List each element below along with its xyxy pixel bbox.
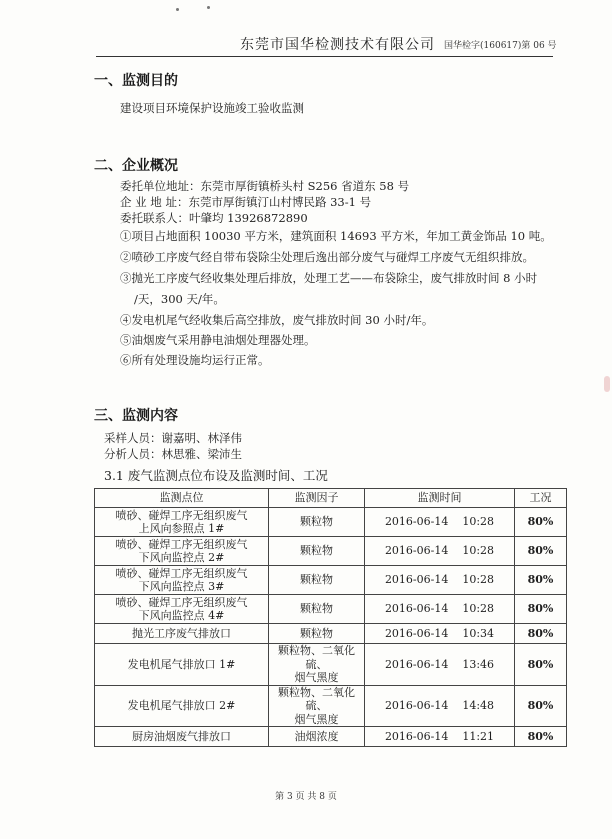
- overview-item-2: ②喷砂工序废气经自带布袋除尘处理后逸出部分废气与碰焊工序废气无组织排放。: [120, 250, 534, 264]
- point-line: 下风向监控点 4#: [138, 609, 225, 622]
- table-row: [95, 595, 567, 624]
- cell-time: 2016-06-14 10:28: [365, 508, 515, 537]
- cell-point: 发电机尾气排放口 2#: [95, 685, 269, 727]
- cell-time: 2016-06-14 13:46: [365, 644, 515, 686]
- overview-item-1: ①项目占地面积 10030 平方米，建筑面积 14693 平方米，年加工黄金饰品 10 吨。: [120, 229, 552, 243]
- table-row: [95, 537, 567, 566]
- client-contact: 委托联系人：叶肇均 13926872890: [120, 211, 308, 225]
- cell-point: [95, 537, 269, 566]
- client-address: 委托单位地址：东莞市厚街镇桥头村 S256 省道东 58 号: [120, 179, 410, 193]
- header-point: 监测点位: [95, 489, 269, 508]
- table-row: [95, 727, 567, 747]
- scan-speck: [176, 8, 179, 11]
- table-row: [95, 508, 567, 537]
- cell-load: 80%: [515, 685, 567, 727]
- factor-line: 颗粒物、二氧化硫、: [278, 685, 355, 712]
- cell-point: [95, 508, 269, 537]
- table-row: [95, 644, 567, 686]
- header-doc-number: 国华检字(160617)第 06 号: [444, 41, 557, 51]
- cell-point: [95, 595, 269, 624]
- cell-factor: 颗粒物: [269, 624, 365, 644]
- cell-factor: 颗粒物: [269, 566, 365, 595]
- cell-point: [95, 566, 269, 595]
- header-company-name: 东莞市国华检测技术有限公司: [240, 37, 435, 53]
- overview-item-6: ⑥所有处理设施均运行正常。: [120, 353, 270, 367]
- cell-time: 2016-06-14 11:21: [365, 727, 515, 747]
- header-factor: 监测因子: [269, 489, 365, 508]
- header-load: 工况: [515, 489, 567, 508]
- point-line: 喷砂、碰焊工序无组织废气: [115, 508, 248, 522]
- cell-factor: 颗粒物: [269, 508, 365, 537]
- cell-point: 厨房油烟废气排放口: [95, 727, 269, 747]
- cell-time: 2016-06-14 10:34: [365, 624, 515, 644]
- cell-time: 2016-06-14 10:28: [365, 537, 515, 566]
- cell-load: 80%: [515, 595, 567, 624]
- cell-load: 80%: [515, 727, 567, 747]
- header-divider: [96, 56, 553, 57]
- sampling-staff: 采样人员：谢嘉明、林泽伟: [104, 431, 242, 445]
- analysis-staff: 分析人员：林思雅、梁沛生: [104, 447, 242, 461]
- cell-factor: [269, 644, 365, 686]
- point-line: 喷砂、碰焊工序无组织废气: [115, 537, 248, 551]
- table-header-row: [95, 489, 567, 508]
- point-line: 下风向监控点 3#: [138, 580, 225, 593]
- cell-point: 发电机尾气排放口 1#: [95, 644, 269, 686]
- point-line: 上风向参照点 1#: [138, 522, 225, 535]
- page-number: 第 3 页 共 8 页: [275, 792, 337, 802]
- cell-load: 80%: [515, 537, 567, 566]
- monitoring-table: [94, 488, 567, 747]
- company-address: 企 业 地 址：东莞市厚街镇汀山村博民路 33-1 号: [120, 195, 372, 209]
- overview-item-5: ⑤油烟废气采用静电油烟处理器处理。: [120, 333, 316, 347]
- cell-time: 2016-06-14 14:48: [365, 685, 515, 727]
- cell-factor: [269, 685, 365, 727]
- section-1-text: 建设项目环境保护设施竣工验收监测: [120, 101, 304, 115]
- section-2-title: 二、企业概况: [94, 158, 178, 174]
- cell-factor: 颗粒物: [269, 537, 365, 566]
- header-time: 监测时间: [365, 489, 515, 508]
- factor-line: 烟气黑度: [294, 712, 339, 726]
- cell-load: 80%: [515, 624, 567, 644]
- point-line: 下风向监控点 2#: [138, 551, 225, 564]
- point-line: 喷砂、碰焊工序无组织废气: [115, 566, 248, 580]
- cell-time: 2016-06-14 10:28: [365, 595, 515, 624]
- section-3-title: 三、监测内容: [94, 408, 178, 424]
- cell-load: 80%: [515, 566, 567, 595]
- cell-factor: 油烟浓度: [269, 727, 365, 747]
- overview-item-4: ④发电机尾气经收集后高空排放，废气排放时间 30 小时/年。: [120, 313, 434, 327]
- point-line: 喷砂、碰焊工序无组织废气: [115, 595, 248, 609]
- table-row: [95, 685, 567, 727]
- table-row: [95, 624, 567, 644]
- cell-time: 2016-06-14 10:28: [365, 566, 515, 595]
- scan-speck: [207, 6, 210, 9]
- cell-factor: 颗粒物: [269, 595, 365, 624]
- factor-line: 颗粒物、二氧化硫、: [278, 644, 355, 671]
- section-1-title: 一、监测目的: [94, 73, 178, 89]
- cell-load: 80%: [515, 644, 567, 686]
- scan-stain: [604, 376, 610, 392]
- table-row: [95, 566, 567, 595]
- factor-line: 烟气黑度: [294, 671, 339, 684]
- overview-item-3: ③抛光工序废气经收集处理后排放，处理工艺——布袋除尘，废气排放时间 8 小时: [120, 271, 538, 285]
- section-3-1-title: 3.1 废气监测点位布设及监测时间、工况: [104, 468, 328, 483]
- cell-load: 80%: [515, 508, 567, 537]
- cell-point: 抛光工序废气排放口: [95, 624, 269, 644]
- overview-item-3-cont: /天，300 天/年。: [134, 292, 225, 306]
